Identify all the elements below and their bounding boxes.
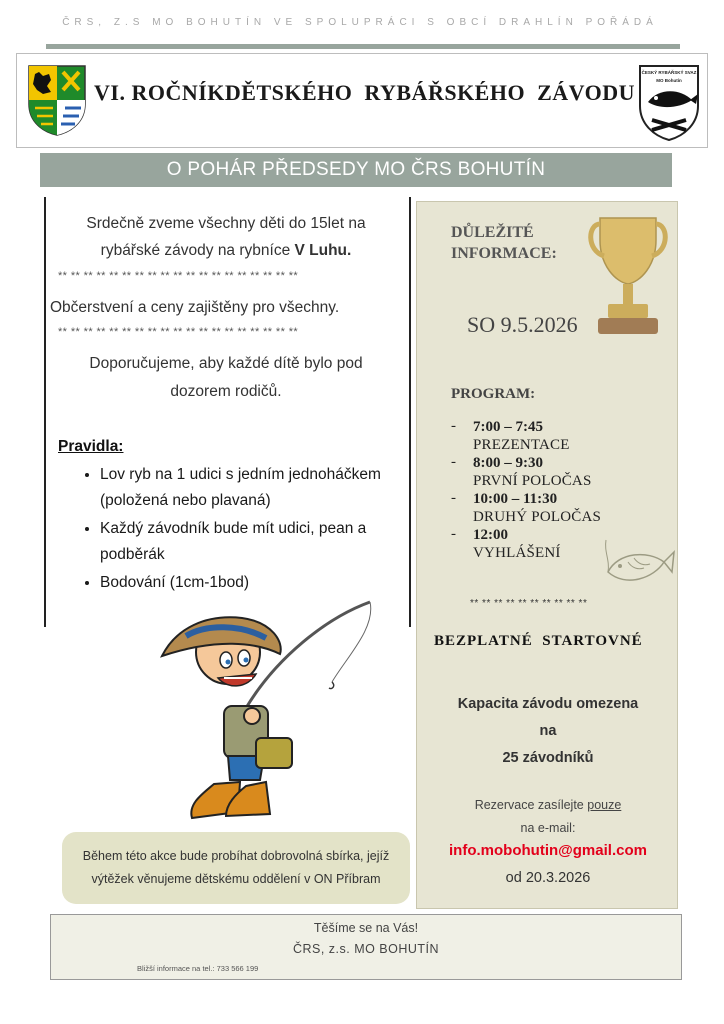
subtitle-bar: O POHÁR PŘEDSEDY MO ČRS BOHUTÍN [40, 153, 672, 187]
reservation-text: Rezervace zasílejte [474, 798, 588, 812]
rule-item: • Každý závodník bude mít udici, pean a podběrák [100, 516, 430, 568]
invitation-line-1: Srdečně zveme všechny děti do 15let na [86, 215, 366, 232]
program-dash: - [451, 454, 456, 470]
program-activity: PREZENTACE [473, 437, 570, 453]
invitation-text: rybářské závody na rybníce [100, 242, 295, 259]
program-dash: - [451, 418, 456, 434]
main-title: VI. ROČNÍKDĚTSKÉHO RYBÁŘSKÉHO ZÁVODU [94, 80, 635, 105]
separator-stars-2: ** ** ** ** ** ** ** ** ** ** ** ** ** ** ** ** ** ** ** [58, 326, 299, 338]
recommend-line-1: Doporučujeme, aby každé dítě bylo pod [89, 355, 363, 372]
program-item [451, 490, 661, 526]
rules-heading: Pravidla: [58, 438, 124, 455]
program-dash: - [451, 490, 456, 506]
program-dash: - [451, 526, 456, 542]
rule-item: • Bodování (1cm-1bod) [100, 570, 430, 596]
pond-name: V Luhu. [294, 242, 352, 259]
footer-greeting: Těšíme se na Vás! [313, 921, 419, 935]
program-heading: PROGRAM: [451, 386, 536, 402]
fishing-club-badge-icon [634, 62, 704, 142]
program-time: 12:00 [473, 527, 508, 543]
program-activity: DRUHÝ POLOČAS [473, 509, 602, 525]
program-item [451, 418, 661, 454]
contact-email[interactable]: info.mobohutin@gmail.com [449, 842, 647, 859]
footer-phone: Bližší informace na tel.: 733 566 199 [137, 964, 259, 973]
important-line-1: DŮLEŽITÉ [451, 224, 534, 241]
program-item [451, 454, 661, 490]
organizer-line: ČRS, Z.S MO BOHUTÍN VE SPOLUPRÁCI S OBCÍ DRAHLÍN POŘÁDÁ [62, 17, 658, 28]
rules-list [78, 462, 430, 598]
refreshment-note: Občerstvení a ceny zajištěny pro všechny. [50, 299, 340, 316]
top-accent-bar [46, 44, 680, 49]
program-time: 8:00 – 9:30 [473, 455, 543, 471]
svg-text:ČESKÝ RYBÁŘSKÝ SVAZ: ČESKÝ RYBÁŘSKÝ SVAZ [641, 70, 697, 75]
important-line-2: INFORMACE: [451, 245, 557, 262]
svg-text:MO Bohutín: MO Bohutín [656, 78, 682, 83]
collection-line-1: Během této akce bude probíhat dobrovolná sbírka, jejíž [82, 849, 390, 863]
event-date: SO 9.5.2026 [467, 312, 578, 337]
program-activity: VYHLÁŠENÍ [473, 545, 561, 561]
program-time: 7:00 – 7:45 [473, 419, 543, 435]
trophy-icon [588, 210, 668, 338]
charity-collection-note [62, 832, 410, 904]
separator-stars-3: ** ** ** ** ** ** ** ** ** ** [470, 598, 588, 609]
important-info-heading [451, 222, 557, 264]
fish-icon [598, 532, 676, 602]
free-entry: BEZPLATNÉ STARTOVNÉ [434, 633, 643, 649]
reservation-start-date: od 20.3.2026 [505, 870, 591, 886]
program-time: 10:00 – 11:30 [473, 491, 558, 507]
separator-stars-1: ** ** ** ** ** ** ** ** ** ** ** ** ** ** ** ** ** ** ** [58, 270, 299, 282]
capacity-line-1: Kapacita závodu omezena [457, 696, 639, 712]
reservation-line-1 [420, 798, 676, 812]
capacity-line-2: na [539, 723, 557, 739]
collection-line-2: výtěžek věnujeme dětskému oddělení v ON Příbram [91, 872, 381, 886]
rule-item: • Lov ryb na 1 udici s jedním jednoháčkem (položená nebo plavaná) [100, 462, 430, 514]
footer-organizer: ČRS, z.s. MO BOHUTÍN [292, 942, 440, 956]
program-activity: PRVNÍ POLOČAS [473, 473, 592, 489]
reservation-line-2: na e-mail: [520, 821, 576, 835]
recommend-line-2: dozorem rodičů. [170, 383, 282, 400]
capacity-line-3: 25 závodníků [502, 750, 594, 766]
reservation-only: pouze [587, 798, 622, 812]
invitation-line-2 [46, 237, 406, 264]
fishing-boy-illustration [156, 598, 388, 830]
coat-of-arms-icon [25, 64, 89, 136]
